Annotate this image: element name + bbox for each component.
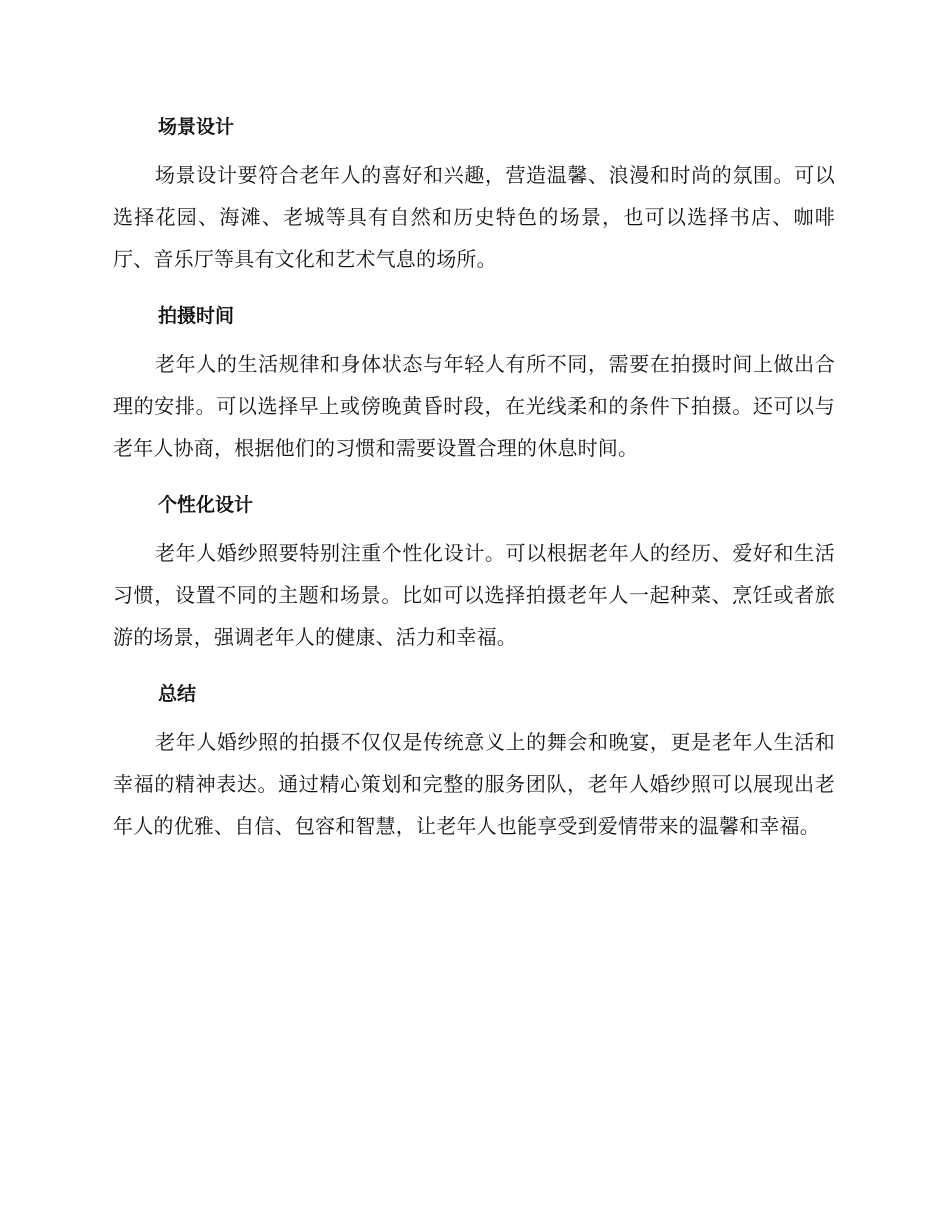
document-page <box>113 108 835 864</box>
section-scene-design <box>113 108 835 280</box>
section-heading: 拍摄时间 <box>158 305 235 327</box>
section-paragraph: 老年人婚纱照要特别注重个性化设计。可以根据老年人的经历、爱好和生活习惯，设置不同的主题和场景。比如可以选择拍摄老年人一起种菜、烹饪或者旅游的场景，强调老年人的健康、活力和幸福。 <box>113 541 835 649</box>
section-summary <box>113 675 835 847</box>
section-heading: 个性化设计 <box>158 494 254 516</box>
section-paragraph: 老年人的生活规律和身体状态与年轻人有所不同，需要在拍摄时间上做出合理的安排。可以选择早上或傍晚黄昏时段，在光线柔和的条件下拍摄。还可以与老年人协商，根据他们的习惯和需要设置合理的休息时间。 <box>113 352 835 460</box>
section-heading: 总结 <box>158 683 197 705</box>
section-personalized-design <box>113 486 835 658</box>
section-heading: 场景设计 <box>158 116 235 138</box>
section-paragraph: 老年人婚纱照的拍摄不仅仅是传统意义上的舞会和晚宴，更是老年人生活和幸福的精神表达。通过精心策划和完整的服务团队，老年人婚纱照可以展现出老年人的优雅、自信、包容和智慧，让老年人也能享受到爱情带来的温馨和幸福。 <box>113 730 835 838</box>
section-paragraph: 场景设计要符合老年人的喜好和兴趣，营造温馨、浪漫和时尚的氛围。可以选择花园、海滩、老城等具有自然和历史特色的场景，也可以选择书店、咖啡厅、音乐厅等具有文化和艺术气息的场所。 <box>113 163 835 271</box>
section-shooting-time <box>113 297 835 469</box>
